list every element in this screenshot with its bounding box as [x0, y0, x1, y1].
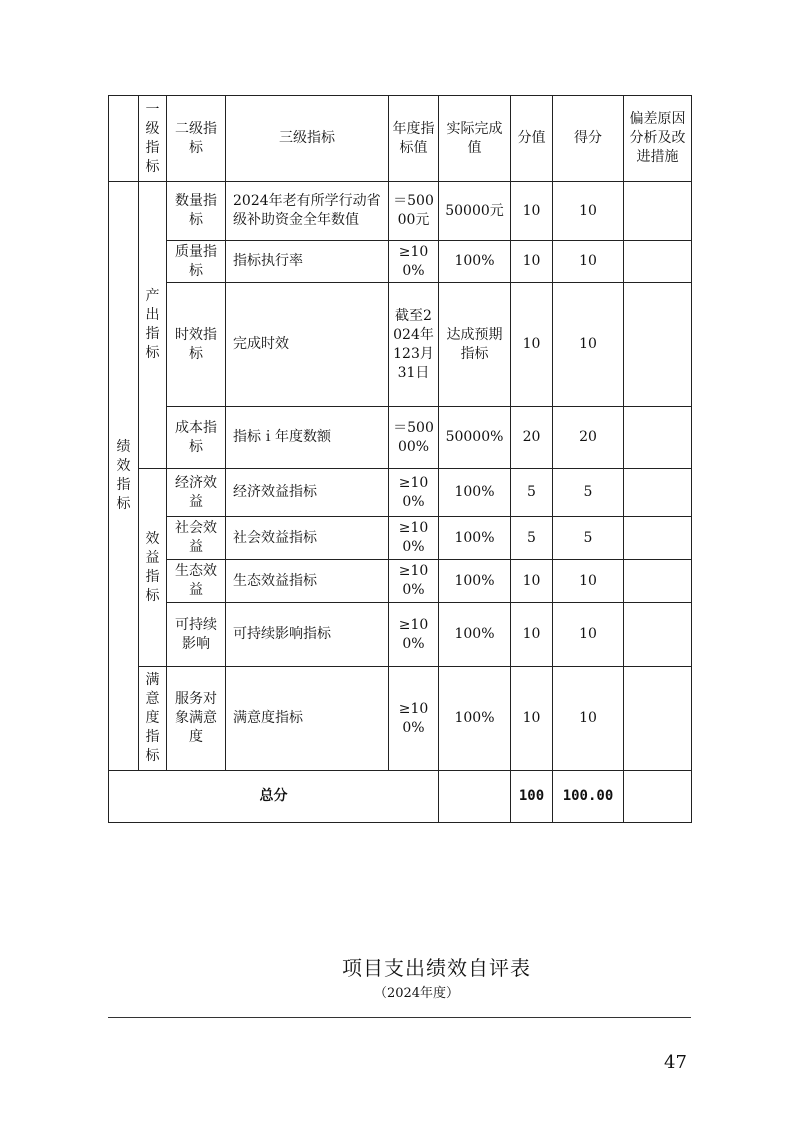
weight-cell: 10: [511, 241, 553, 283]
level2-cell: 服务对象满意度: [167, 667, 226, 771]
total-actual-cell: [439, 771, 511, 823]
target-cell: ≥100%: [389, 603, 439, 667]
actual-cell: 100%: [439, 560, 511, 603]
header-actual: 实际完成值: [439, 96, 511, 182]
score-cell: 10: [553, 241, 624, 283]
actual-cell: 50000%: [439, 407, 511, 469]
level2-cell: 经济效益: [167, 469, 226, 517]
table-row: [109, 517, 692, 560]
target-cell: ≥100%: [389, 667, 439, 771]
level2-cell: 质量指标: [167, 241, 226, 283]
total-deviation-cell: [624, 771, 692, 823]
table-row: [109, 182, 692, 241]
deviation-cell: [624, 407, 692, 469]
total-row: [109, 771, 692, 823]
deviation-cell: [624, 283, 692, 407]
table-row: [109, 560, 692, 603]
header-level1: 一级指标: [139, 96, 167, 182]
table-row: [109, 667, 692, 771]
group-performance: 绩效指标: [109, 182, 139, 771]
level2-cell: 生态效益: [167, 560, 226, 603]
page-number: 47: [664, 1052, 687, 1073]
level3-cell: 2024年老有所学行动省级补助资金全年数值: [226, 182, 389, 241]
score-cell: 10: [553, 283, 624, 407]
total-score: 100.00: [553, 771, 624, 823]
score-cell: 5: [553, 517, 624, 560]
level3-cell: 社会效益指标: [226, 517, 389, 560]
target-cell: ≥100%: [389, 241, 439, 283]
target-cell: ≥100%: [389, 517, 439, 560]
performance-table: [108, 95, 692, 823]
total-weight: 100: [511, 771, 553, 823]
actual-cell: 100%: [439, 241, 511, 283]
document-subtitle: （2024年度）: [373, 986, 460, 1001]
deviation-cell: [624, 469, 692, 517]
header-weight: 分值: [511, 96, 553, 182]
level2-cell: 社会效益: [167, 517, 226, 560]
deviation-cell: [624, 517, 692, 560]
actual-cell: 50000元: [439, 182, 511, 241]
group-benefit: 效益指标: [139, 469, 167, 667]
weight-cell: 10: [511, 182, 553, 241]
score-cell: 10: [553, 182, 624, 241]
actual-cell: 100%: [439, 517, 511, 560]
header-target: 年度指标值: [389, 96, 439, 182]
document-title: 项目支出绩效自评表: [342, 956, 531, 980]
header-level3: 三级指标: [226, 96, 389, 182]
weight-cell: 10: [511, 603, 553, 667]
level3-cell: 指标执行率: [226, 241, 389, 283]
level2-cell: 成本指标: [167, 407, 226, 469]
score-cell: 20: [553, 407, 624, 469]
level3-cell: 指标ｉ年度数额: [226, 407, 389, 469]
level3-cell: 满意度指标: [226, 667, 389, 771]
header-level2: 二级指标: [167, 96, 226, 182]
level2-cell: 时效指标: [167, 283, 226, 407]
deviation-cell: [624, 603, 692, 667]
actual-cell: 达成预期指标: [439, 283, 511, 407]
target-cell: ＝50000%: [389, 407, 439, 469]
group-satisfaction: 满意度指标: [139, 667, 167, 771]
deviation-cell: [624, 667, 692, 771]
header-score: 得分: [553, 96, 624, 182]
level2-cell: 数量指标: [167, 182, 226, 241]
target-cell: ＝50000元: [389, 182, 439, 241]
weight-cell: 5: [511, 469, 553, 517]
table-row: [109, 283, 692, 407]
weight-cell: 20: [511, 407, 553, 469]
table-row: [109, 241, 692, 283]
score-cell: 5: [553, 469, 624, 517]
total-label: 总分: [109, 771, 439, 823]
header-deviation: 偏差原因分析及改进措施: [624, 96, 692, 182]
deviation-cell: [624, 560, 692, 603]
level3-cell: 经济效益指标: [226, 469, 389, 517]
header-blank-cell: [109, 96, 139, 182]
score-cell: 10: [553, 560, 624, 603]
target-cell: ≥100%: [389, 469, 439, 517]
group-output: 产出指标: [139, 182, 167, 469]
actual-cell: 100%: [439, 603, 511, 667]
weight-cell: 10: [511, 560, 553, 603]
table-row: [109, 469, 692, 517]
weight-cell: 5: [511, 517, 553, 560]
table-row: [109, 603, 692, 667]
header-row: [109, 96, 692, 182]
table-row: [109, 407, 692, 469]
score-cell: 10: [553, 603, 624, 667]
weight-cell: 10: [511, 283, 553, 407]
level2-cell: 可持续影响: [167, 603, 226, 667]
deviation-cell: [624, 241, 692, 283]
weight-cell: 10: [511, 667, 553, 771]
horizontal-rule: [108, 1017, 691, 1018]
level3-cell: 可持续影响指标: [226, 603, 389, 667]
level3-cell: 生态效益指标: [226, 560, 389, 603]
target-cell: 截至2024年123月31日: [389, 283, 439, 407]
actual-cell: 100%: [439, 469, 511, 517]
actual-cell: 100%: [439, 667, 511, 771]
target-cell: ≥100%: [389, 560, 439, 603]
level3-cell: 完成时效: [226, 283, 389, 407]
score-cell: 10: [553, 667, 624, 771]
deviation-cell: [624, 182, 692, 241]
